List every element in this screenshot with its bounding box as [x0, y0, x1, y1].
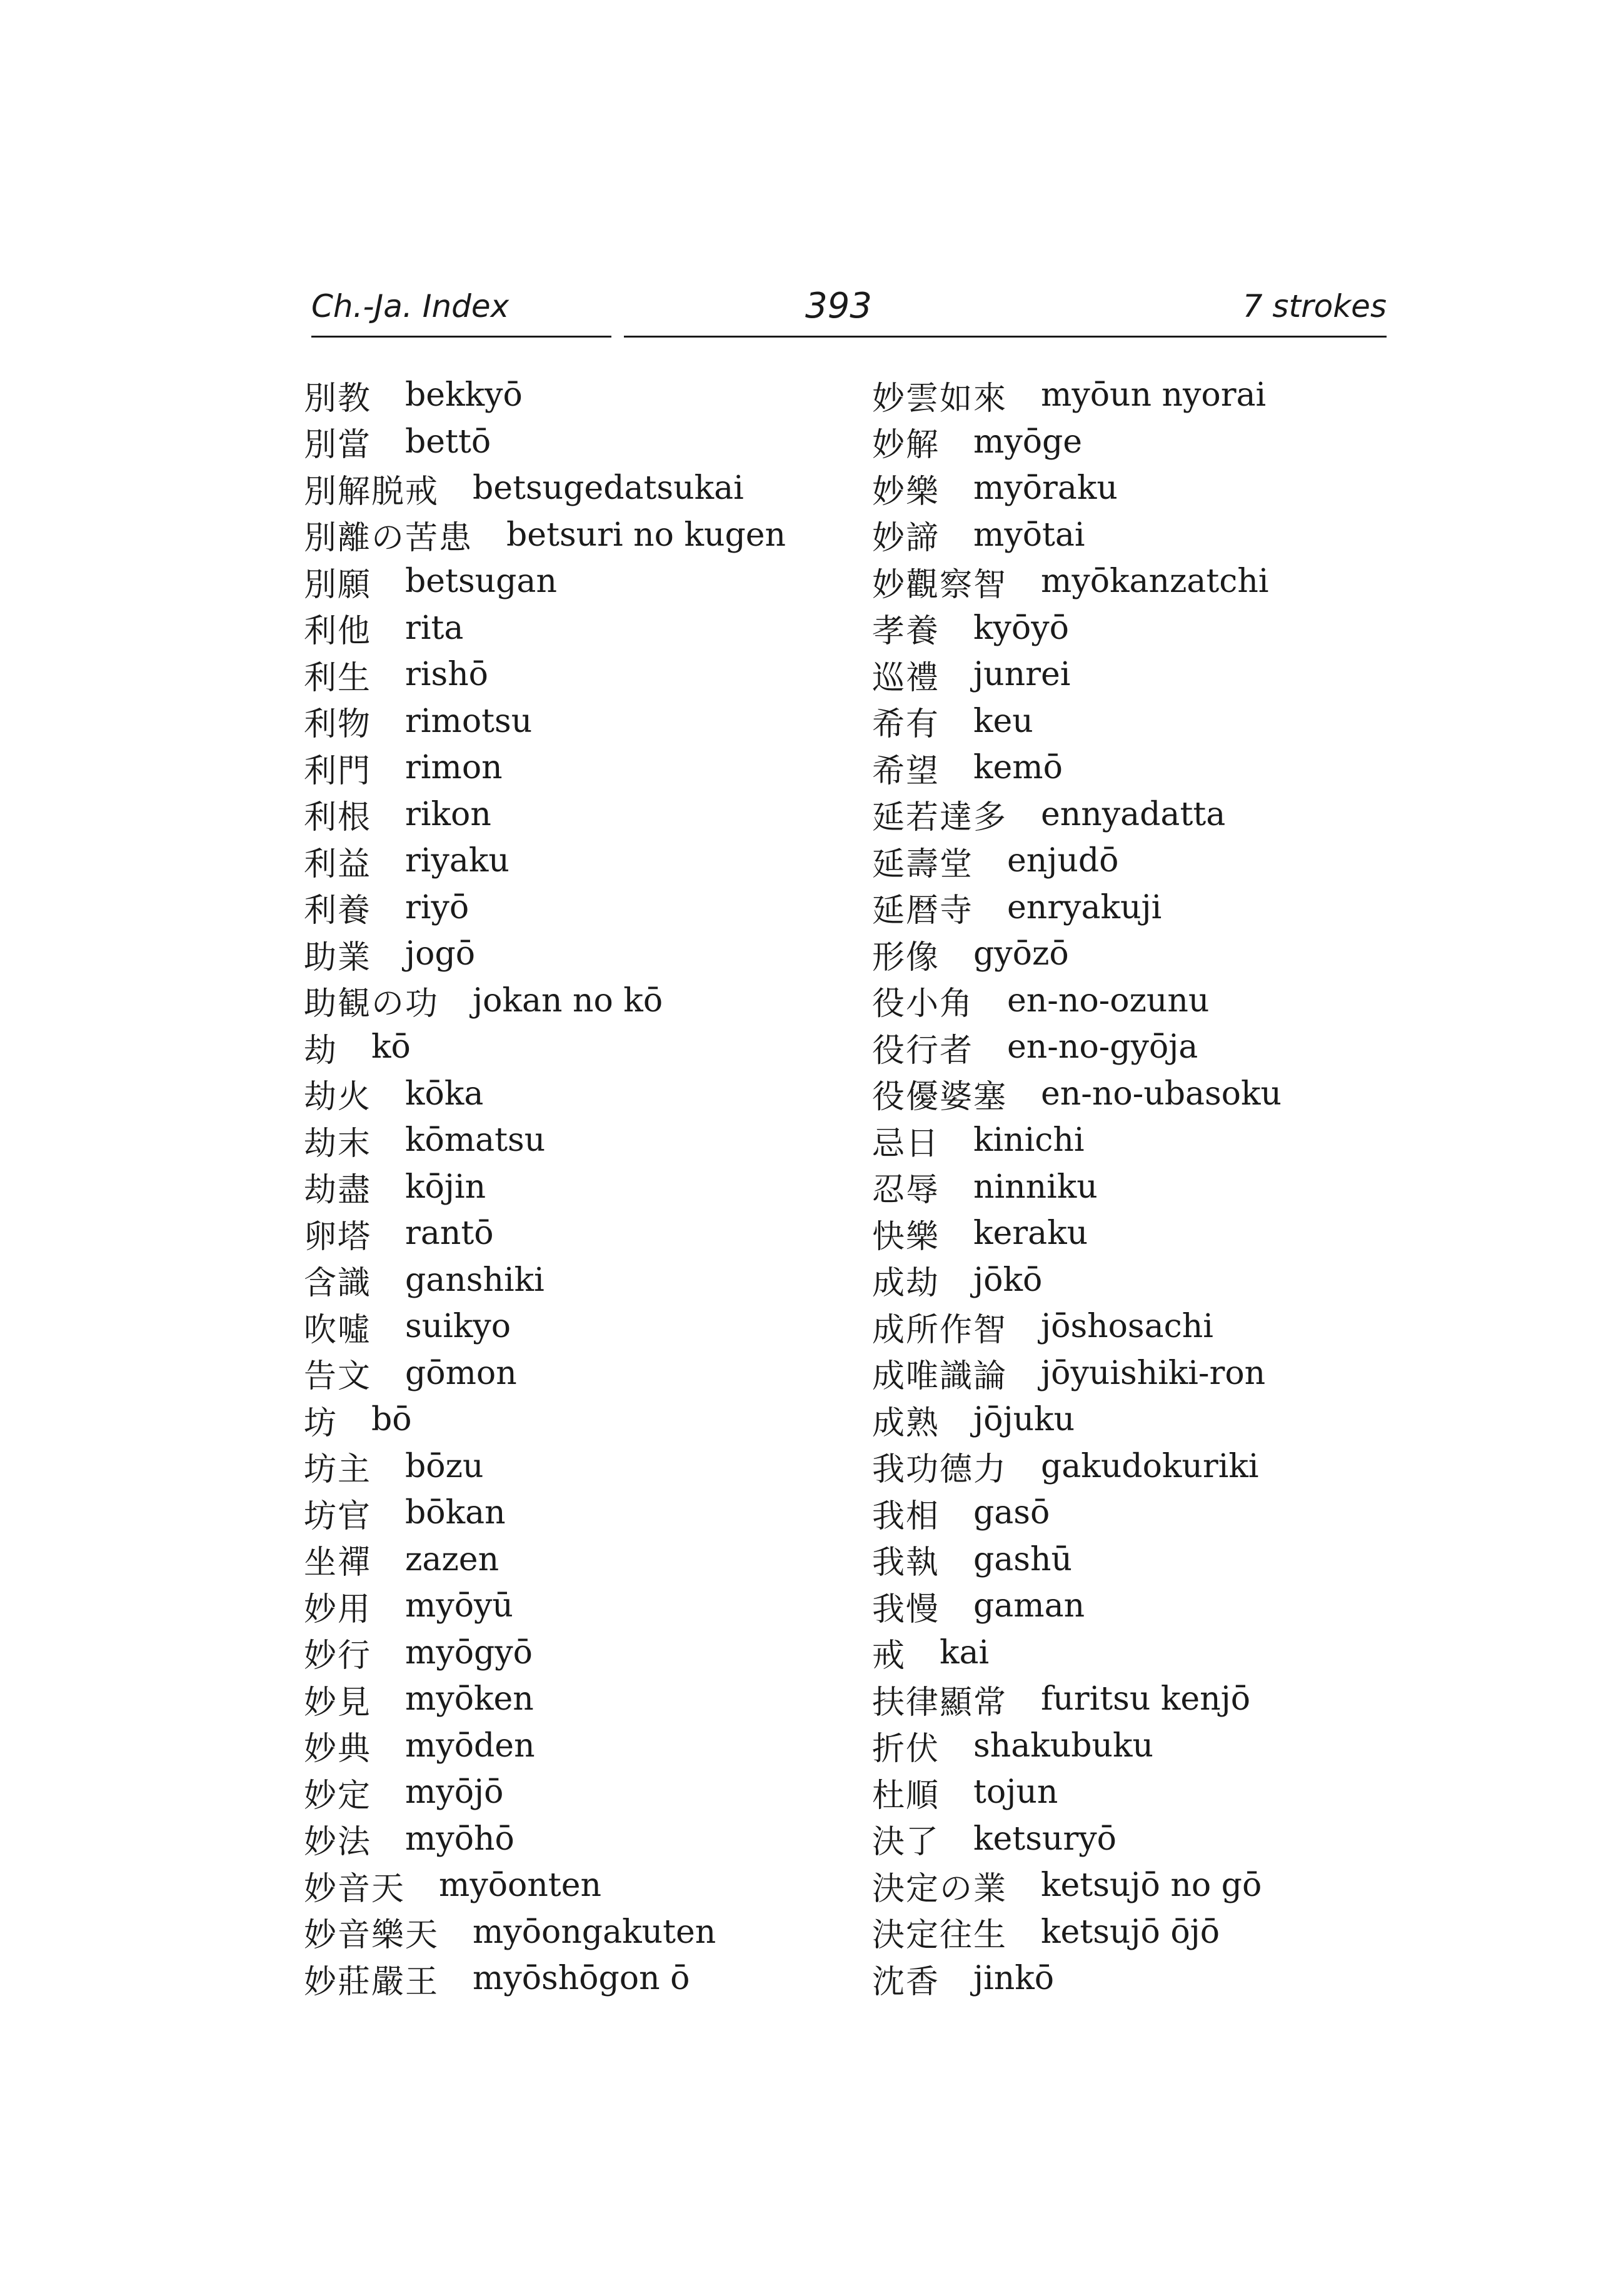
index-entry: [872, 372, 1397, 419]
entry-romaji: rimotsu: [405, 702, 533, 740]
index-entry: [304, 838, 829, 885]
entry-kanji: 成所作智: [872, 1311, 1008, 1349]
entry-kanji: 成劫: [872, 1265, 940, 1303]
entry-kanji: 扶律顯常: [872, 1683, 1008, 1722]
entry-romaji: en-no-gyōja: [1007, 1028, 1198, 1066]
entry-romaji: gashū: [973, 1540, 1072, 1578]
index-entry: [304, 512, 829, 559]
entry-romaji: myōongakuten: [473, 1913, 716, 1951]
index-entry: [304, 1955, 829, 2002]
index-entry: [872, 931, 1397, 978]
index-entry: [304, 605, 829, 652]
entry-romaji: shakubuku: [973, 1727, 1153, 1765]
entry-kanji: 我相: [872, 1497, 940, 1535]
index-entry: [304, 1583, 829, 1630]
entry-kanji: 卵塔: [304, 1218, 372, 1256]
entry-kanji: 劫盡: [304, 1171, 372, 1210]
entry-romaji: gyōzō: [973, 935, 1069, 973]
entry-kanji: 利益: [304, 845, 372, 883]
entry-kanji: 坐禪: [304, 1544, 372, 1582]
entry-kanji: 助観の功: [304, 985, 439, 1023]
entry-romaji: betsuri no kugen: [506, 516, 786, 554]
entry-kanji: 利物: [304, 706, 372, 744]
entry-romaji: myōge: [973, 423, 1083, 461]
index-entry: [304, 1024, 829, 1071]
index-entry: [304, 1630, 829, 1677]
index-entry: [304, 1909, 829, 1956]
index-entry: [304, 1210, 829, 1257]
index-entry: [304, 1490, 829, 1537]
entry-romaji: rikon: [405, 795, 491, 833]
entry-romaji: gakudokuriki: [1041, 1447, 1259, 1485]
entry-kanji: 坊主: [304, 1451, 372, 1489]
entry-romaji: enjudō: [1007, 842, 1119, 880]
entry-romaji: rita: [405, 609, 464, 647]
entry-romaji: rimon: [405, 749, 503, 787]
index-entry: [872, 744, 1397, 791]
entry-kanji: 利生: [304, 659, 372, 697]
entry-kanji: 利門: [304, 752, 372, 790]
entry-kanji: 決定の業: [872, 1870, 1008, 1908]
entry-kanji: 別教: [304, 379, 372, 418]
index-entry: [304, 931, 829, 978]
entry-kanji: 妙雲如來: [872, 379, 1008, 418]
entry-romaji: rishō: [405, 656, 488, 694]
entry-romaji: myōonten: [439, 1867, 601, 1905]
entry-kanji: 別願: [304, 566, 372, 604]
entry-romaji: betsugan: [405, 563, 557, 601]
entry-kanji: 形像: [872, 938, 940, 976]
entry-romaji: ennyadatta: [1041, 795, 1226, 833]
entry-kanji: 戒: [872, 1637, 906, 1675]
entry-kanji: 妙觀察智: [872, 566, 1008, 604]
index-entry: [304, 744, 829, 791]
entry-kanji: 忌日: [872, 1125, 940, 1163]
index-entry: [304, 1862, 829, 1909]
entry-romaji: kinichi: [973, 1121, 1085, 1160]
entry-kanji: 成唯識論: [872, 1358, 1008, 1396]
entry-kanji: 妙見: [304, 1683, 372, 1722]
index-entry: [872, 1630, 1397, 1677]
entry-romaji: bettō: [405, 423, 491, 461]
index-entry: [304, 791, 829, 838]
entry-romaji: ganshiki: [405, 1261, 545, 1299]
index-entry: [304, 1350, 829, 1397]
index-entry: [304, 698, 829, 745]
entry-romaji: jokan no kō: [473, 981, 663, 1020]
index-entry: [304, 1816, 829, 1863]
entry-kanji: 劫: [304, 1031, 338, 1070]
entry-romaji: myōjō: [405, 1773, 504, 1812]
index-entry: [304, 1769, 829, 1816]
index-entry: [872, 1071, 1397, 1118]
index-entry: [872, 1490, 1397, 1537]
entry-kanji: 延壽堂: [872, 845, 974, 883]
entry-romaji: kemō: [973, 749, 1063, 787]
entry-romaji: junrei: [973, 656, 1071, 694]
index-entry: [872, 1303, 1397, 1350]
entry-romaji: myōshōgon ō: [473, 1960, 690, 1998]
entry-romaji: kōjin: [405, 1168, 486, 1206]
index-entry: [872, 1583, 1397, 1630]
index-entry: [872, 1117, 1397, 1164]
page-number: 393: [805, 286, 872, 326]
entry-kanji: 助業: [304, 938, 372, 976]
entry-kanji: 吹噓: [304, 1311, 372, 1349]
entry-kanji: 快樂: [872, 1218, 940, 1256]
entry-kanji: 利根: [304, 799, 372, 837]
entry-kanji: 成熟: [872, 1404, 940, 1442]
index-title: Ch.-Ja. Index: [311, 288, 509, 324]
entry-kanji: 孝養: [872, 613, 940, 651]
index-entry: [872, 1909, 1397, 1956]
entry-romaji: bō: [371, 1401, 412, 1439]
entry-romaji: en-no-ubasoku: [1041, 1075, 1282, 1113]
index-entry: [872, 651, 1397, 698]
entry-romaji: myōun nyorai: [1041, 376, 1267, 414]
index-entry: [872, 838, 1397, 885]
index-entry: [872, 1443, 1397, 1490]
index-entry: [304, 1396, 829, 1443]
entry-kanji: 杜順: [872, 1777, 940, 1815]
entry-romaji: gasō: [973, 1494, 1050, 1532]
entry-kanji: 妙音天: [304, 1870, 406, 1908]
entry-kanji: 決定往生: [872, 1917, 1008, 1955]
index-entry: [872, 1164, 1397, 1211]
entry-kanji: 決了: [872, 1823, 940, 1862]
entry-kanji: 坊官: [304, 1497, 372, 1535]
index-entry: [304, 1257, 829, 1304]
index-entry: [304, 978, 829, 1025]
entry-romaji: jōjuku: [973, 1401, 1075, 1439]
index-entry: [304, 1537, 829, 1583]
entry-kanji: 妙樂: [872, 473, 940, 511]
entry-kanji: 延暦寺: [872, 892, 974, 930]
entry-romaji: kō: [371, 1028, 411, 1066]
index-entry: [304, 1117, 829, 1164]
index-entry: [872, 1537, 1397, 1583]
entry-kanji: 役行者: [872, 1031, 974, 1070]
entry-kanji: 劫末: [304, 1125, 372, 1163]
index-entry: [872, 885, 1397, 931]
entry-romaji: myōgyō: [405, 1633, 533, 1672]
entry-kanji: 我功德力: [872, 1451, 1008, 1489]
entry-romaji: rantō: [405, 1215, 494, 1253]
index-entry: [304, 885, 829, 931]
index-entry: [872, 1257, 1397, 1304]
entry-kanji: 妙行: [304, 1637, 372, 1675]
page-header: [311, 284, 1387, 334]
index-entry: [872, 605, 1397, 652]
entry-romaji: kōka: [405, 1075, 484, 1113]
entry-kanji: 妙法: [304, 1823, 372, 1862]
entry-romaji: bōkan: [405, 1494, 506, 1532]
entry-kanji: 我慢: [872, 1590, 940, 1628]
entry-romaji: myōraku: [973, 469, 1118, 508]
index-entry: [872, 1862, 1397, 1909]
entry-romaji: betsugedatsukai: [473, 469, 744, 508]
entry-kanji: 妙音樂天: [304, 1917, 439, 1955]
entry-romaji: myōtai: [973, 516, 1085, 554]
entry-kanji: 妙定: [304, 1777, 372, 1815]
entry-kanji: 別當: [304, 426, 372, 464]
entry-kanji: 妙莊嚴王: [304, 1963, 439, 2001]
index-entry: [304, 1676, 829, 1723]
entry-kanji: 延若達多: [872, 799, 1008, 837]
index-entry: [872, 1350, 1397, 1397]
index-entry: [304, 651, 829, 698]
entry-romaji: gaman: [973, 1587, 1085, 1625]
entry-romaji: ketsujō no gō: [1041, 1867, 1262, 1905]
index-entry: [304, 1443, 829, 1490]
entry-romaji: keraku: [973, 1215, 1088, 1253]
index-entry: [872, 558, 1397, 605]
index-entry: [304, 558, 829, 605]
header-rule-right: [624, 336, 1387, 338]
index-entry: [872, 1210, 1397, 1257]
index-entry: [872, 698, 1397, 745]
entry-kanji: 妙典: [304, 1730, 372, 1768]
index-entry: [872, 791, 1397, 838]
index-entry: [304, 1723, 829, 1770]
entry-romaji: gōmon: [405, 1354, 517, 1392]
entry-romaji: ketsuryō: [973, 1820, 1117, 1858]
entry-romaji: keu: [973, 702, 1033, 740]
index-entry: [872, 1816, 1397, 1863]
index-column-right: [872, 372, 1397, 2002]
entry-kanji: 希有: [872, 706, 940, 744]
entry-kanji: 劫火: [304, 1078, 372, 1116]
entry-romaji: tojun: [973, 1773, 1058, 1812]
entry-romaji: enryakuji: [1007, 888, 1162, 926]
index-entry: [304, 1303, 829, 1350]
index-entry: [872, 1024, 1397, 1071]
entry-romaji: suikyo: [405, 1308, 511, 1346]
entry-romaji: jōshosachi: [1041, 1308, 1213, 1346]
entry-kanji: 役優婆塞: [872, 1078, 1008, 1116]
entry-romaji: jōyuishiki-ron: [1041, 1354, 1266, 1392]
entry-romaji: zazen: [405, 1540, 499, 1578]
entry-kanji: 忍辱: [872, 1171, 940, 1210]
index-entry: [872, 419, 1397, 466]
entry-romaji: kōmatsu: [405, 1121, 546, 1160]
entry-romaji: kai: [940, 1633, 990, 1672]
index-entry: [304, 372, 829, 419]
entry-romaji: riyaku: [405, 842, 509, 880]
entry-romaji: jōkō: [973, 1261, 1043, 1299]
entry-kanji: 別解脱戒: [304, 473, 439, 511]
entry-romaji: kyōyō: [973, 609, 1069, 647]
index-entry: [872, 1396, 1397, 1443]
index-entry: [872, 1676, 1397, 1723]
index-column-left: [304, 372, 829, 2002]
entry-romaji: myōhō: [405, 1820, 514, 1858]
index-entry: [304, 465, 829, 512]
entry-romaji: furitsu kenjō: [1041, 1680, 1251, 1718]
index-entry: [872, 512, 1397, 559]
index-entry: [872, 1723, 1397, 1770]
entry-kanji: 含識: [304, 1265, 372, 1303]
index-entry: [304, 419, 829, 466]
entry-kanji: 巡禮: [872, 659, 940, 697]
entry-kanji: 妙解: [872, 426, 940, 464]
entry-kanji: 妙諦: [872, 519, 940, 558]
entry-romaji: riyō: [405, 888, 469, 926]
entry-kanji: 役小角: [872, 985, 974, 1023]
entry-kanji: 別離の苦患: [304, 519, 473, 558]
header-rule-left: [311, 336, 611, 338]
entry-romaji: ninniku: [973, 1168, 1098, 1206]
entry-romaji: bekkyō: [405, 376, 523, 414]
entry-romaji: myōyū: [405, 1587, 513, 1625]
entry-kanji: 折伏: [872, 1730, 940, 1768]
index-entry: [872, 1955, 1397, 2002]
entry-romaji: en-no-ozunu: [1007, 981, 1210, 1020]
entry-romaji: myōken: [405, 1680, 534, 1718]
entry-kanji: 告文: [304, 1358, 372, 1396]
entry-kanji: 希望: [872, 752, 940, 790]
index-entry: [304, 1071, 829, 1118]
entry-kanji: 利他: [304, 613, 372, 651]
entry-romaji: jogō: [405, 935, 476, 973]
entry-kanji: 妙用: [304, 1590, 372, 1628]
index-entry: [872, 978, 1397, 1025]
entry-romaji: myōden: [405, 1727, 535, 1765]
entry-kanji: 沈香: [872, 1963, 940, 2001]
entry-romaji: jinkō: [973, 1960, 1055, 1998]
entry-kanji: 利養: [304, 892, 372, 930]
entry-kanji: 坊: [304, 1404, 338, 1442]
index-entry: [304, 1164, 829, 1211]
entry-romaji: ketsujō ōjō: [1041, 1913, 1220, 1951]
index-entry: [872, 1769, 1397, 1816]
index-entry: [872, 465, 1397, 512]
entry-romaji: myōkanzatchi: [1041, 563, 1269, 601]
stroke-count-label: 7 strokes: [1242, 288, 1387, 324]
entry-kanji: 我執: [872, 1544, 940, 1582]
entry-romaji: bōzu: [405, 1447, 484, 1485]
